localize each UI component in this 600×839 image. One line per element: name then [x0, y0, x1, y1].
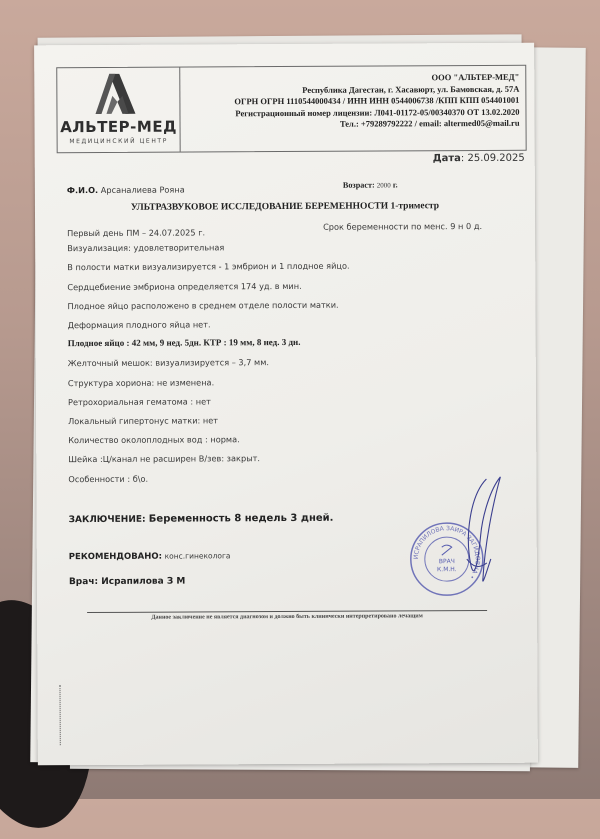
disclaimer: Данное заключение не является диагнозом и должно быть клинически интерпретировано лечащим [151, 613, 423, 621]
finding-notes: Особенности : б\о. [68, 473, 149, 485]
logo-subtitle: МЕДИЦИНСКИЙ ЦЕНТР [69, 137, 168, 146]
org-address: Республика Дагестан, г. Хасавюрт, ул. Бамовская, д. 57А [302, 83, 520, 95]
svg-text:К.М.Н.: К.М.Н. [437, 566, 457, 574]
lmp-date: Первый день ПМ – 24.07.2025 г. [67, 227, 206, 239]
date-value: : 25.09.2025 [460, 152, 525, 165]
finding-embryo-count: В полости матки визуализируется - 1 эмбрион и 1 плодное яйцо. [67, 260, 350, 273]
binder-holes [59, 685, 62, 745]
clinic-details [181, 72, 519, 131]
age-value: 2000 [376, 181, 391, 190]
finding-measurements: Плодное яйцо : 42 мм, 9 нед. 5дн. КТР : 19 мм, 8 нед. 3 дн. [67, 336, 301, 349]
finding-location: Плодное яйцо расположено в среднем отделе полости матки. [67, 299, 339, 312]
finding-cervix: Шейка :Ц/канал не расширен В/зев: закрыт. [68, 453, 261, 465]
finding-hypertonus: Локальный гипертонус матки: нет [68, 415, 219, 427]
name-label: Ф.И.О. [66, 184, 99, 196]
svg-text:ИСРАПИЛОВА ЗАИРА ЗАГИДОВНА •: ИСРАПИЛОВА ЗАИРА ЗАГИДОВНА • [412, 525, 481, 581]
conclusion-label: ЗАКЛЮЧЕНИЕ: [68, 514, 146, 526]
logo-name: АЛЬТЕР-МЕД [60, 117, 177, 137]
org-registry: ОГРН ОГРН 1110544000434 / ИНН ИНН 0544006738 /КПП КПП 054401001 [234, 94, 520, 107]
svg-text:ВРАЧ: ВРАЧ [438, 558, 455, 566]
conclusion [69, 513, 334, 525]
finding-visualization: Визуализация: удовлетворительная [67, 242, 225, 254]
gestational-age: Срок беременности по менс. 9 н 0 д. [323, 220, 483, 232]
recommendation [69, 550, 231, 562]
finding-hematoma: Ретрохориальная гематома : нет [67, 396, 211, 408]
report-title: УЛЬТРАЗВУКОВОЕ ИССЛЕДОВАНИЕ БЕРЕМЕННОСТИ 1-триместр [130, 201, 440, 213]
doctor [69, 577, 185, 588]
recommendation-value: конс.гинеколога [164, 551, 231, 561]
finding-amniotic-fluid: Количество околоплодных вод : норма. [68, 434, 240, 446]
doctor-label: Врач: [68, 576, 99, 588]
patient-age [343, 180, 398, 189]
name-value: Арсаналиева Рояна [100, 184, 185, 195]
conclusion-value: Беременность 8 недель 3 дней. [148, 512, 334, 525]
finding-yolk-sac: Желточный мешок: визуализируется – 3,7 мм. [67, 357, 270, 369]
patient-name [67, 185, 185, 196]
altermed-logo-icon [95, 72, 139, 116]
org-license: Регистрационный номер лицензии: Л041-01172-05/00340370 ОТ 13.02.2020 [235, 106, 520, 118]
doctor-name: Исрапилова З М [101, 576, 186, 587]
finding-chorion: Структура хориона: не изменена. [67, 377, 215, 389]
org-name: ООО "АЛЬТЕР-МЕД" [431, 71, 520, 83]
org-contacts: Тел.: +79289792222 / email: altermed05@mail.ru [339, 117, 520, 129]
ultrasound-report-page [34, 43, 538, 766]
age-label: Возраст: [342, 180, 375, 190]
date-label: Дата [432, 153, 461, 165]
finding-deformation: Деформация плодного яйца нет. [67, 319, 211, 331]
clinic-logo [57, 68, 180, 153]
doctor-signature-icon [456, 475, 507, 605]
report-date [433, 153, 525, 164]
finding-heartbeat: Сердцебиение эмбриона определяется 174 уд. в мин. [67, 280, 302, 293]
age-suffix: г. [392, 180, 398, 190]
recommendation-label: РЕКОМЕНДОВАНО: [68, 551, 163, 563]
clinic-header [56, 65, 526, 153]
